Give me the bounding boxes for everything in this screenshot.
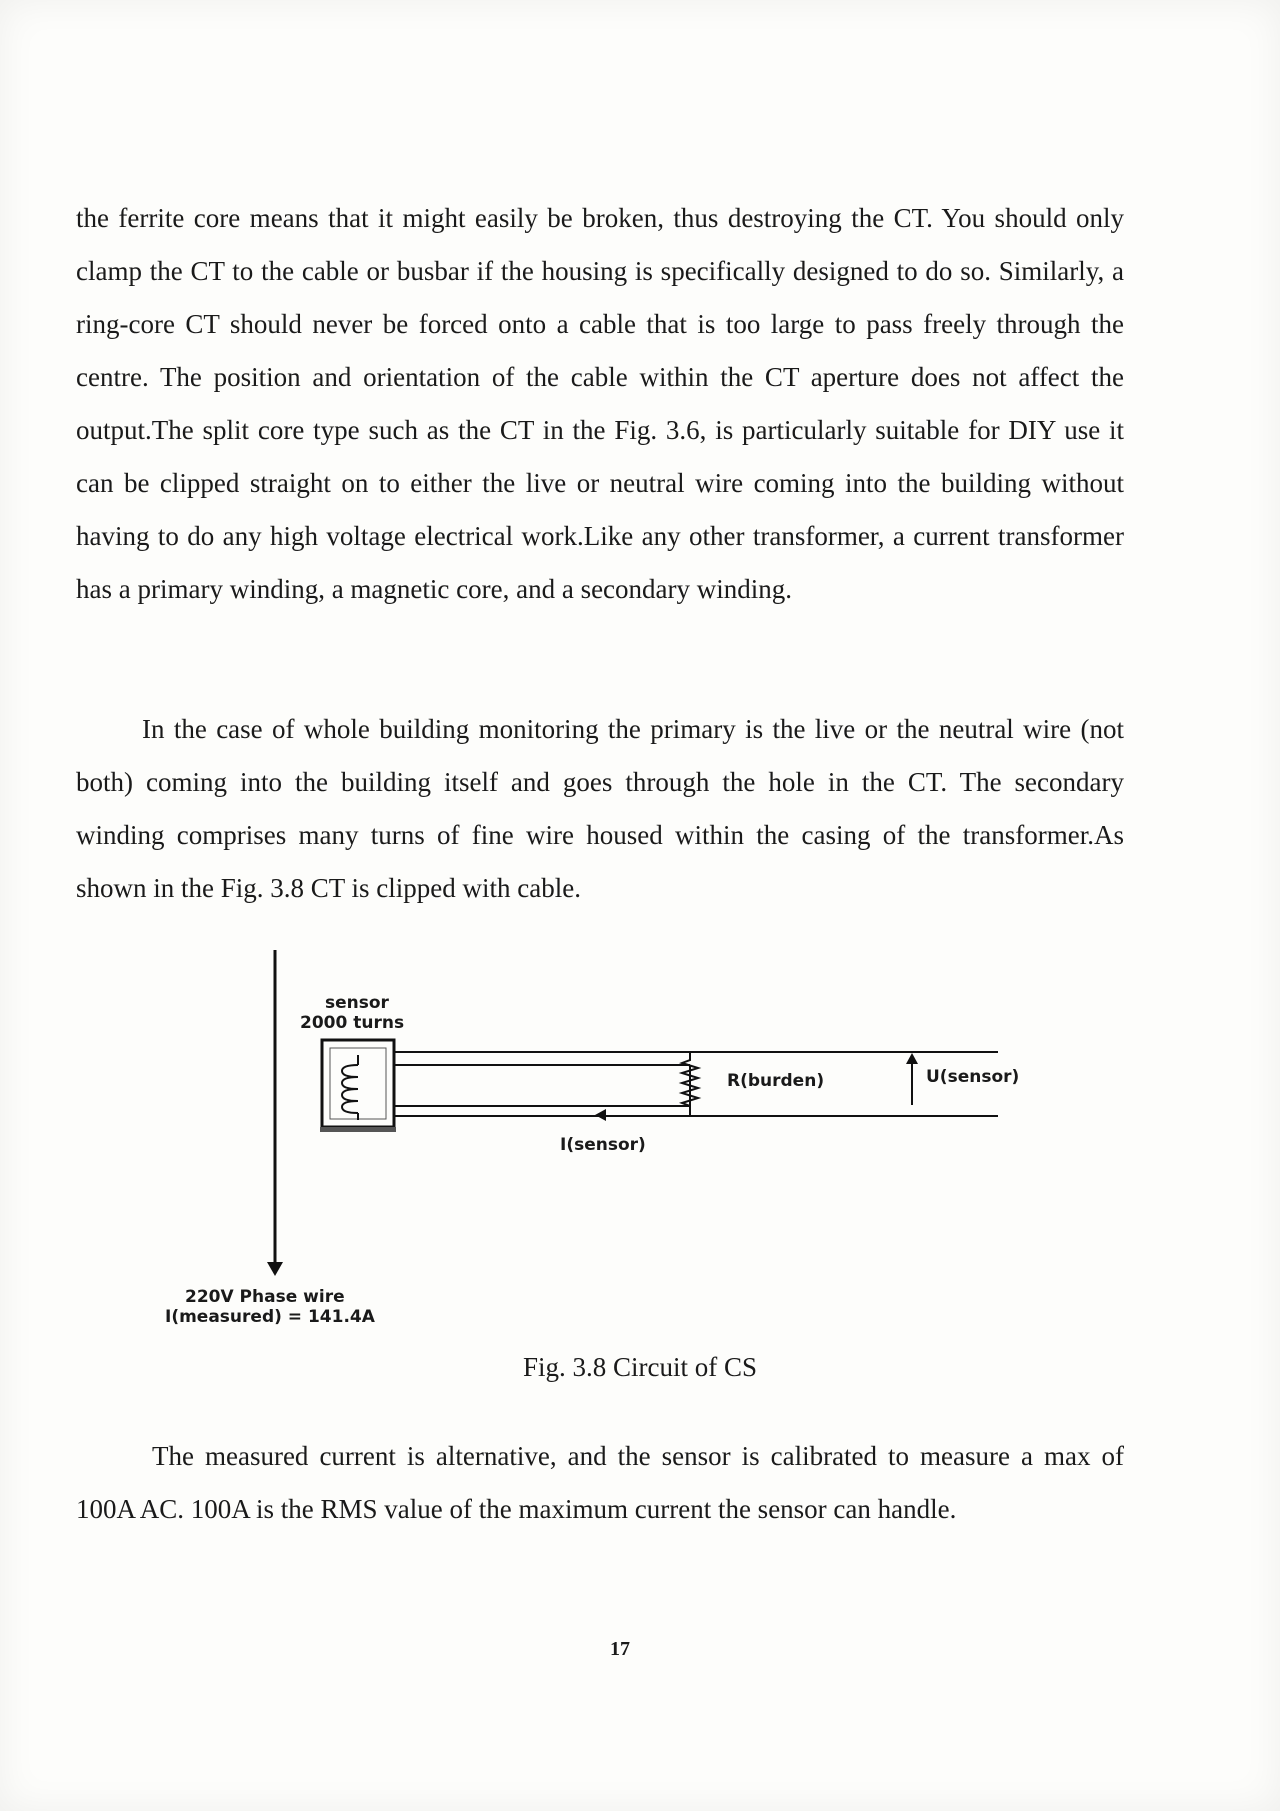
voltage-label: U(sensor) [926,1067,1020,1087]
circuit-figure [150,940,1050,1340]
figure-caption: Fig. 3.8 Circuit of CS [522,1352,758,1382]
coil-icon [342,1055,358,1120]
burden-label: R(burden) [727,1071,825,1091]
page-number: 17 [610,1638,630,1660]
sensor-label: sensor [325,993,389,1013]
current-arrow-icon [595,1109,606,1121]
measured-label: I(measured) = 141.4A [165,1307,375,1327]
current-label: I(sensor) [560,1135,646,1155]
paragraph-3: The measured current is alternative, and the sensor is calibrated to measure a max of 100A AC. 100A is the RMS value of the maximum current the sensor can handle. [76,1441,1124,1524]
voltage-arrow-icon [906,1053,918,1064]
phase-wire-arrow-icon [267,1262,283,1276]
paragraph-1: the ferrite core means that it might easily be broken, thus destroying the CT. You should only clamp the CT to the cable or busbar if the housing is specifically designed to do so. Similarly, a ring-core CT should never be forced onto a cable that is too large to pass freely through the centre. The position and orientation of the cable within the CT aperture does not affect the output.The split core type such as the CT in the Fig. 3.6, is particularly suitable for DIY use it can be clipped straight on to either the live or neutral wire coming into the building without having to do any high voltage electrical work.Like any other transformer, a current transformer has a primary winding, a magnetic core, and a secondary winding. [76,203,1124,604]
turns-label: 2000 turns [300,1013,405,1033]
paragraph-2: In the case of whole building monitoring the primary is the live or the neutral wire (not both) coming into the building itself and goes through the hole in the CT. The secondary winding comprises many turns of fine wire housed within the casing of the transformer.As shown in the Fig. 3.8 CT is clipped with cable. [76,714,1124,903]
circuit-diagram [150,940,1050,1340]
sensor-core-base [320,1127,396,1132]
phase-label: 220V Phase wire [185,1287,345,1307]
